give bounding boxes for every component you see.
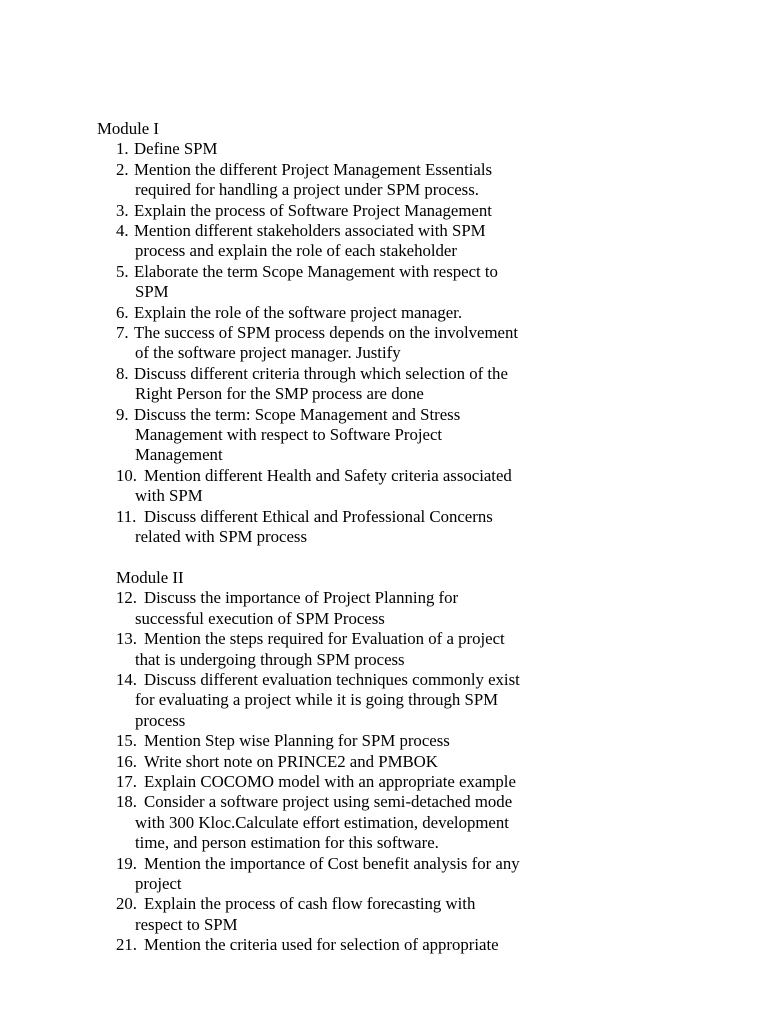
question-text: Mention the steps required for Evaluation of a project — [144, 629, 505, 649]
question-text: with 300 Kloc.Calculate effort estimation, development — [135, 812, 509, 832]
question-text: process and explain the role of each stakeholder — [135, 241, 457, 261]
question-text: required for handling a project under SPM process. — [135, 180, 479, 200]
question-number: 4. — [116, 221, 129, 240]
question-text: for evaluating a project while it is going through SPM — [135, 690, 499, 710]
question-text: Management with respect to Software Project — [135, 425, 443, 444]
question-number: 10. — [116, 465, 137, 485]
question-number: 16. — [116, 751, 137, 771]
question-number: 18. — [116, 792, 137, 812]
question-text: Right Person for the SMP process are done — [135, 384, 424, 404]
question-text: Write short note on PRINCE2 and PMBOK — [144, 751, 438, 771]
question-text: project — [135, 874, 182, 893]
question-number: 12. — [116, 588, 137, 608]
question-text: The success of SPM process depends on the involvement — [134, 323, 519, 342]
question-number: 7. — [116, 323, 129, 342]
question-text: of the software project manager. Justify — [135, 343, 401, 363]
question-number: 17. — [116, 772, 137, 791]
question-text: Explain the process of Software Project Management — [134, 200, 492, 220]
question-text: Mention the criteria used for selection of appropriate — [144, 935, 499, 955]
question-text: process — [135, 710, 186, 730]
question-text: Mention the importance of Cost benefit analysis for any — [144, 853, 520, 873]
question-text: respect to SPM — [135, 914, 238, 934]
question-text: SPM — [135, 282, 169, 302]
question-number: 20. — [116, 894, 137, 914]
question-number: 15. — [116, 731, 137, 751]
question-text: with SPM — [135, 486, 203, 506]
question-text: Mention the different Project Management Essentials — [134, 159, 493, 179]
question-number: 3. — [116, 200, 129, 220]
question-text: Discuss different criteria through which selection of the — [134, 363, 508, 383]
question-text: Explain COCOMO model with an appropriate example — [144, 772, 516, 791]
question-text: Management — [135, 445, 223, 465]
module-heading: Module I — [97, 119, 159, 138]
question-text: time, and person estimation for this software. — [135, 833, 439, 853]
question-number: 19. — [116, 853, 137, 873]
question-number: 6. — [116, 302, 129, 322]
question-text: Discuss different Ethical and Professional Concerns — [144, 506, 493, 526]
question-number: 21. — [116, 935, 137, 955]
question-text: Mention different Health and Safety criteria associated — [144, 465, 512, 485]
question-text: Mention different stakeholders associated with SPM — [134, 221, 486, 240]
question-text: Discuss the term: Scope Management and Stress — [134, 404, 461, 424]
question-number: 9. — [116, 404, 129, 424]
question-text: Elaborate the term Scope Management with respect to — [134, 261, 498, 281]
module-heading: Module II — [116, 568, 184, 587]
question-text: Mention Step wise Planning for SPM process — [144, 731, 450, 751]
question-text: that is undergoing through SPM process — [135, 649, 405, 669]
question-number: 14. — [116, 670, 137, 689]
question-text: related with SPM process — [135, 527, 307, 546]
question-text: Explain the role of the software project manager. — [134, 302, 463, 322]
question-text: Discuss the importance of Project Planning for — [144, 588, 459, 608]
question-text: Discuss different evaluation techniques commonly exist — [144, 670, 520, 689]
question-number: 5. — [116, 261, 129, 281]
question-text: successful execution of SPM Process — [135, 608, 385, 628]
question-text: Consider a software project using semi-detached mode — [144, 792, 513, 812]
question-number: 1. — [116, 139, 129, 159]
question-number: 2. — [116, 159, 129, 179]
question-text: Define SPM — [134, 139, 218, 159]
question-number: 13. — [116, 629, 137, 649]
question-text: Explain the process of cash flow forecasting with — [144, 894, 476, 914]
question-number: 11. — [116, 506, 137, 526]
question-number: 8. — [116, 363, 129, 383]
